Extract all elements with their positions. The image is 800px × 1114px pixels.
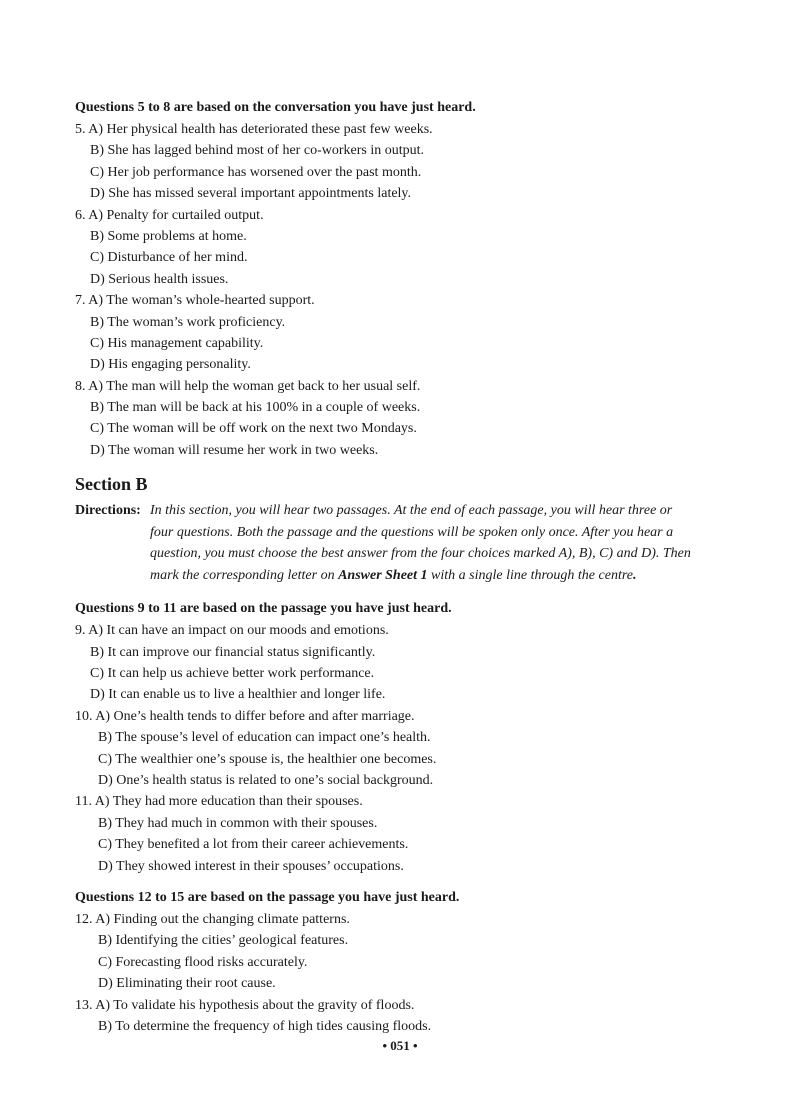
question-option: 7. A) The woman’s whole-hearted support.	[75, 293, 315, 309]
question-option: D) Eliminating their root cause.	[98, 976, 276, 992]
question-9	[75, 620, 735, 706]
question-group-heading: Questions 9 to 11 are based on the passage you have just heard.	[75, 601, 452, 617]
question-option: 13. A) To validate his hypothesis about the gravity of floods.	[75, 997, 415, 1013]
question-option: C) Her job performance has worsened over the past month.	[90, 164, 422, 180]
page-number: • 051 •	[382, 1038, 418, 1053]
question-11	[75, 791, 735, 877]
directions-label: Directions:	[75, 503, 141, 519]
question-5	[75, 119, 735, 205]
question-7	[75, 290, 735, 376]
question-option: C) The wealthier one’s spouse is, the healthier one becomes.	[98, 751, 437, 767]
directions-line: four questions. Both the passage and the questions will be spoken only once. After you hear a	[150, 524, 674, 540]
question-option: C) Disturbance of her mind.	[90, 250, 248, 266]
question-10	[75, 706, 735, 792]
question-option: B) They had much in common with their spouses.	[98, 815, 378, 831]
question-option: 11. A) They had more education than their spouses.	[75, 794, 363, 810]
question-option: 8. A) The man will help the woman get back to her usual self.	[75, 378, 421, 394]
question-option: D) Serious health issues.	[90, 271, 229, 287]
directions-line: mark the corresponding letter on Answer Sheet 1 with a single line through the centre.	[150, 567, 637, 583]
question-option: B) The woman’s work proficiency.	[90, 314, 286, 330]
question-option: 9. A) It can have an impact on our moods and emotions.	[75, 623, 389, 639]
question-option: B) The spouse’s level of education can impact one’s health.	[98, 730, 431, 746]
question-8	[75, 376, 735, 462]
directions-line: In this section, you will hear two passages. At the end of each passage, you will hear three or	[150, 503, 673, 519]
question-option: B) To determine the frequency of high tides causing floods.	[98, 1018, 432, 1034]
question-option: C) It can help us achieve better work performance.	[90, 666, 375, 682]
question-option: 10. A) One’s health tends to differ before and after marriage.	[75, 708, 415, 724]
exam-page	[75, 97, 735, 1037]
question-option: C) The woman will be off work on the next two Mondays.	[90, 421, 417, 437]
question-option: D) The woman will resume her work in two weeks.	[90, 442, 379, 458]
question-option: B) She has lagged behind most of her co-workers in output.	[90, 143, 424, 159]
question-option: 5. A) Her physical health has deteriorated these past few weeks.	[75, 122, 433, 137]
question-option: B) Some problems at home.	[90, 228, 247, 244]
question-option: C) Forecasting flood risks accurately.	[98, 954, 308, 970]
question-6	[75, 205, 735, 291]
question-group-heading: Questions 5 to 8 are based on the conversation you have just heard.	[75, 100, 476, 115]
section-title: Section B	[75, 474, 148, 495]
question-option: 6. A) Penalty for curtailed output.	[75, 207, 264, 223]
question-option: D) His engaging personality.	[90, 357, 251, 373]
answer-sheet-ref: Answer Sheet 1	[338, 567, 428, 583]
question-option: B) It can improve our financial status significantly.	[90, 644, 376, 660]
question-option: B) The man will be back at his 100% in a couple of weeks.	[90, 400, 421, 416]
question-option: C) They benefited a lot from their career achievements.	[98, 837, 409, 853]
directions-line: question, you must choose the best answer from the four choices marked A), B), C) and D). Then	[150, 546, 691, 562]
question-option: C) His management capability.	[90, 335, 264, 351]
question-option: D) They showed interest in their spouses’ occupations.	[98, 858, 404, 874]
question-option: D) It can enable us to live a healthier and longer life.	[90, 687, 386, 703]
question-13	[75, 995, 735, 1038]
question-option: D) One’s health status is related to one’s social background.	[98, 772, 434, 788]
question-group-heading: Questions 12 to 15 are based on the passage you have just heard.	[75, 889, 460, 905]
directions-block	[75, 500, 735, 588]
question-option: D) She has missed several important appointments lately.	[90, 186, 412, 202]
question-12	[75, 909, 735, 995]
question-option: B) Identifying the cities’ geological features.	[98, 933, 349, 949]
question-option: 12. A) Finding out the changing climate patterns.	[75, 911, 350, 927]
